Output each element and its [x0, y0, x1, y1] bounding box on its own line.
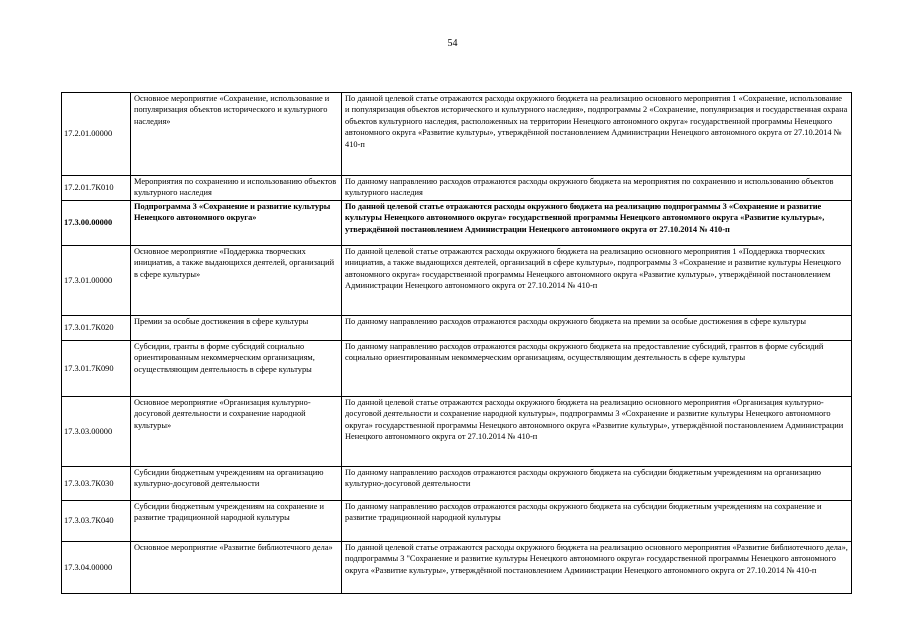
target-code-cell: 17.3.04.00000 [62, 542, 131, 594]
table-row [62, 246, 852, 316]
target-code-cell: 17.3.01.7К090 [62, 341, 131, 397]
table-row [62, 316, 852, 341]
target-code-cell: 17.3.03.7К040 [62, 501, 131, 542]
item-description-cell: По данной целевой статье отражаются расходы окружного бюджета на реализацию основного мероприятия «Развитие библиотечного дела», подпрограммы 3 "Сохранение и развитие культуры Ненецкого автономного округа» государственной программы Ненецкого автономного округа «Развитие культуры», утверждённой постановлением Администрации Ненецкого автономного округа от 27.10.2014 № 410-п [342, 542, 852, 594]
item-name-cell: Подпрограмма 3 «Сохранение и развитие культуры Ненецкого автономного округа» [131, 201, 342, 246]
item-description-cell: По данной целевой статье отражаются расходы окружного бюджета на реализацию основного мероприятия «Организация культурно-досуговой деятельности и сохранение народной культуры», подпрограммы 3 «Сохранение и развитие культуры Ненецкого автономного округа» государственной программы Ненецкого автономного округа «Развитие культуры», утверждённой постановлением Администрации Ненецкого автономного округа от 27.10.2014 № 410-п [342, 397, 852, 467]
table-row [62, 201, 852, 246]
table-row [62, 542, 852, 594]
table-row [62, 501, 852, 542]
target-code-cell: 17.3.01.00000 [62, 246, 131, 316]
item-description-cell: По данному направлению расходов отражаются расходы окружного бюджета на субсидии бюджетным учреждениям на сохранение и развитие традиционной народной культуры [342, 501, 852, 542]
item-name-cell: Субсидии бюджетным учреждениям на организацию культурно-досуговой деятельности [131, 467, 342, 501]
item-name-cell: Субсидии бюджетным учреждениям на сохранение и развитие традиционной народной культуры [131, 501, 342, 542]
item-description-cell: По данной целевой статье отражаются расходы окружного бюджета на реализацию основного мероприятия 1 «Поддержка творческих инициатив, а также выдающихся деятелей, организаций в сфере культуры», подпрограммы 3 «Сохранение и развитие культуры Ненецкого автономного округа» государственной программы Ненецкого автономного округа «Развитие культуры», утверждённой постановлением Администрации Ненецкого автономного округа от 27.10.2014 № 410-п [342, 246, 852, 316]
table-row [62, 176, 852, 201]
table-row [62, 467, 852, 501]
item-description-cell: По данной целевой статье отражаются расходы окружного бюджета на реализацию основного мероприятия 1 «Сохранение, использование и популяризация объектов исторического и культурного наследия», подпрограммы 2 «Сохранение, популяризация и государственная охрана объектов культурного наследия, расположенных на территории Ненецкого автономного округа» государственной программы Ненецкого автономного округа «Развитие культуры», утверждённой постановлением Администрации Ненецкого автономного округа от 27.10.2014 № 410-п [342, 93, 852, 176]
target-code-cell: 17.2.01.7К010 [62, 176, 131, 201]
item-name-cell: Основное мероприятие «Поддержка творческих инициатив, а также выдающихся деятелей, организаций в сфере культуры» [131, 246, 342, 316]
budget-classification-table [61, 92, 852, 594]
target-code-cell: 17.3.03.00000 [62, 397, 131, 467]
item-name-cell: Основное мероприятие «Развитие библиотечного дела» [131, 542, 342, 594]
table-row [62, 93, 852, 176]
item-name-cell: Основное мероприятие «Организация культурно-досуговой деятельности и сохранение народной культуры» [131, 397, 342, 467]
item-description-cell: По данному направлению расходов отражаются расходы окружного бюджета на премии за особые достижения в сфере культуры [342, 316, 852, 341]
item-name-cell: Субсидии, гранты в форме субсидий социально ориентированным некоммерческим организациям, осуществляющим деятельность в сфере культуры [131, 341, 342, 397]
item-name-cell: Мероприятия по сохранению и использованию объектов культурного наследия [131, 176, 342, 201]
target-code-cell: 17.3.03.7К030 [62, 467, 131, 501]
table-body [62, 93, 852, 594]
page-number: 54 [447, 38, 458, 49]
item-name-cell: Основное мероприятие «Сохранение, использование и популяризация объектов исторического и культурного наследия» [131, 93, 342, 176]
target-code-cell: 17.3.00.00000 [62, 201, 131, 246]
table-row [62, 397, 852, 467]
item-description-cell: По данному направлению расходов отражаются расходы окружного бюджета на мероприятия по сохранению и использованию объектов культурного наследия [342, 176, 852, 201]
item-description-cell: По данной целевой статье отражаются расходы окружного бюджета на реализацию подпрограммы 3 «Сохранение и развитие культуры Ненецкого автономного округа» государственной программы Ненецкого автономного округа «Развитие культуры», утверждённой постановлением Администрации Ненецкого автономного округа от 27.10.2014 № 410-п [342, 201, 852, 246]
target-code-cell: 17.2.01.00000 [62, 93, 131, 176]
target-code-cell: 17.3.01.7К020 [62, 316, 131, 341]
table-row [62, 341, 852, 397]
item-description-cell: По данному направлению расходов отражаются расходы окружного бюджета на предоставление субсидий, грантов в форме субсидий социально ориентированным некоммерческим организациям, осуществляющим деятельность в сфере культуры [342, 341, 852, 397]
item-name-cell: Премии за особые достижения в сфере культуры [131, 316, 342, 341]
item-description-cell: По данному направлению расходов отражаются расходы окружного бюджета на субсидии бюджетным учреждениям на организацию культурно-досуговой деятельности [342, 467, 852, 501]
